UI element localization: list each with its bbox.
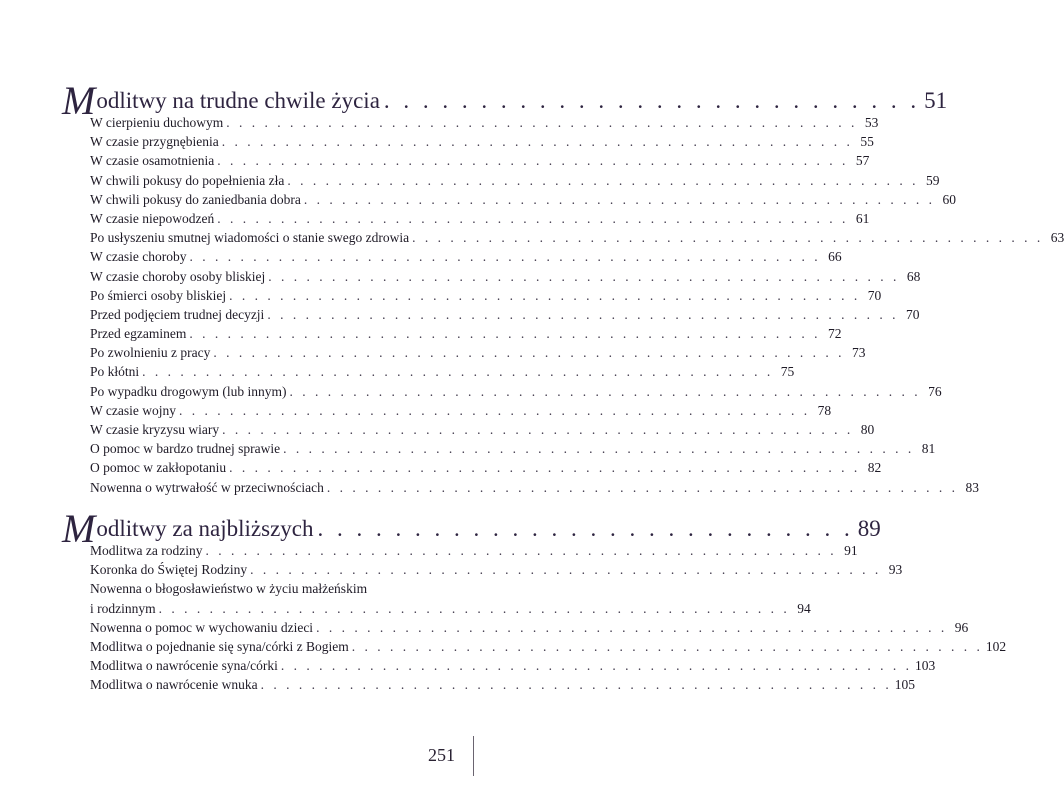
dot-leader: . . . . . . . . . . . . . . . . . . . . . . . . . . . . xyxy=(317,516,854,541)
entry-label: O pomoc w bardzo trudnej sprawie xyxy=(90,441,281,457)
entry-page: 63 xyxy=(1050,230,1064,246)
entry-page: 105 xyxy=(894,677,915,693)
entry-label: W chwili pokusy do zaniedbania dobra xyxy=(90,191,301,207)
toc-entry[interactable] xyxy=(90,382,942,401)
dot-leader: . . . . . . . . . . . . . . . . . . . . . . . . . . . . . . . . . . . . . . . . . . . . . . . . . . xyxy=(268,268,900,284)
entry-page: 72 xyxy=(827,326,842,342)
entry-label: W czasie przygnębienia xyxy=(90,134,219,150)
entry-page: 102 xyxy=(985,638,1007,654)
dot-leader: . . . . . . . . . . . . . . . . . . . . . . . . . . . . . . . . . . . . . . . . . . . . . . . . . . xyxy=(250,562,882,578)
dot-leader: . . . . . . . . . . . . . . . . . . . . . . . . . . . . . . . . . . . . . . . . . . . . . . . . . . xyxy=(412,230,1044,246)
entry-page: 70 xyxy=(867,287,882,303)
section-page: 89 xyxy=(857,516,881,541)
toc-entry[interactable] xyxy=(90,171,940,190)
section-title: odlitwy na trudne chwile życia xyxy=(96,88,380,113)
entry-label: Po kłótni xyxy=(90,364,140,380)
entry-page: 76 xyxy=(928,383,942,399)
toc-entry[interactable] xyxy=(90,343,866,362)
dot-leader: . . . . . . . . . . . . . . . . . . . . . . . . . . . . . . . . . . . . . . . . . . . . . . . . . . xyxy=(217,153,849,169)
entry-label: W czasie niepowodzeń xyxy=(90,210,215,226)
entry-page: 82 xyxy=(867,460,882,476)
entry-label: O pomoc w zakłopotaniu xyxy=(90,460,227,476)
dot-leader: . . . . . . . . . . . . . . . . . . . . . . . . . . . . . . . . . . . . . . . . . . . . . . . . . . xyxy=(226,115,858,130)
entry-page: 61 xyxy=(855,210,870,226)
entry-page: 55 xyxy=(860,134,874,150)
entry-page: 75 xyxy=(780,364,795,380)
entry-page: 80 xyxy=(860,422,875,437)
entry-list xyxy=(90,541,1007,695)
entry-label: Modlitwa o nawrócenie syna/córki xyxy=(90,658,278,674)
entry-label: Koronka do Świętej Rodziny xyxy=(90,562,248,578)
entry-label: W czasie kryzysu wiary xyxy=(90,422,220,437)
toc-entry[interactable] xyxy=(90,478,980,497)
toc-entry[interactable] xyxy=(90,599,811,618)
entry-label: W czasie choroby xyxy=(90,249,187,265)
toc-entry[interactable] xyxy=(90,151,870,170)
entry-page: 96 xyxy=(954,619,969,635)
page-number: 251 xyxy=(428,745,455,765)
toc-entry[interactable] xyxy=(90,324,842,343)
dot-leader: . . . . . . . . . . . . . . . . . . . . . . . . . . . . . . . . . . . . . . . . . . . . . . . . . . xyxy=(178,402,811,418)
toc-entry[interactable] xyxy=(90,286,882,305)
dot-leader: . . . . . . . . . . . . . . . . . . . . . . . . . . . . . . . . . . . . . . . . . . . . . . . . . . xyxy=(351,638,983,654)
dot-leader: . . . . . . . . . . . . . . . . . . . . . . . . . . . . . . . . . . . . . . . . . . . . . . . . . . xyxy=(217,210,849,226)
toc-entry[interactable] xyxy=(90,675,915,694)
toc-entry[interactable] xyxy=(90,267,921,286)
dot-leader: . . . . . . . . . . . . . . . . . . . . . . . . . . . . . . . . . . . . . . . . . . . . . . . . . . xyxy=(222,422,854,437)
dot-leader: . . . . . . . . . . . . . . . . . . . . . . . . . . . . xyxy=(383,88,921,113)
dot-leader: . . . . . . . . . . . . . . . . . . . . . . . . . . . . . . . . . . . . . . . . . . . . . . . . . . xyxy=(287,172,919,188)
toc-entry[interactable] xyxy=(90,458,882,477)
section-title: odlitwy za najbliższych xyxy=(96,516,314,541)
dot-leader: . . . . . . . . . . . . . . . . . . . . . . . . . . . . . . . . . . . . . . . . . . . . . . . . . . xyxy=(189,249,821,265)
section-page: 51 xyxy=(924,88,948,113)
dot-leader: . . . . . . . . . . . . . . . . . . . . . . . . . . . . . . . . . . . . . . . . . . . . . . . . . . xyxy=(213,345,845,361)
toc-entry[interactable] xyxy=(90,420,875,439)
entry-page: 59 xyxy=(925,172,940,188)
entry-label: Nowenna o pomoc w wychowaniu dzieci xyxy=(90,619,314,635)
entry-label: Modlitwa o nawrócenie wnuka xyxy=(90,677,258,693)
entry-page: 57 xyxy=(855,153,870,169)
section-initial: M xyxy=(62,506,96,551)
entry-label: W czasie wojny xyxy=(90,402,176,418)
toc-entry[interactable] xyxy=(90,113,879,132)
dot-leader: . . . . . . . . . . . . . . . . . . . . . . . . . . . . . . . . . . . . . . . . . . . . . . . . . . xyxy=(142,364,774,380)
toc-entry[interactable] xyxy=(90,132,874,151)
entry-page: 68 xyxy=(906,268,921,284)
entry-page: 93 xyxy=(888,562,903,578)
entry-page: 103 xyxy=(914,658,936,674)
section-initial: M xyxy=(62,78,96,123)
entry-label: Po śmierci osoby bliskiej xyxy=(90,287,227,303)
entry-page: 78 xyxy=(817,402,832,418)
dot-leader: . . . . . . . . . . . . . . . . . . . . . . . . . . . . . . . . . . . . . . . . . . . . . . . . . . xyxy=(229,287,861,303)
toc-entry[interactable] xyxy=(90,247,842,266)
toc-entry[interactable] xyxy=(90,401,832,420)
dot-leader: . . . . . . . . . . . . . . . . . . . . . . . . . . . . . . . . . . . . . . . . . . . . . . . . . . xyxy=(316,619,948,635)
entry-label: Po usłyszeniu smutnej wiadomości o stanie swego zdrowia xyxy=(90,230,410,246)
entry-page: 83 xyxy=(965,479,980,495)
toc-entry[interactable] xyxy=(90,541,858,560)
entry-page: 94 xyxy=(797,600,811,616)
entry-label: W cierpieniu duchowym xyxy=(90,115,224,130)
entry-label: Modlitwa za rodziny xyxy=(90,543,203,558)
entry-label: Po zwolnieniu z pracy xyxy=(90,345,211,361)
dot-leader: . . . . . . . . . . . . . . . . . . . . . . . . . . . . . . . . . . . . . . . . . . . . . . . . . . xyxy=(189,326,821,342)
dot-leader: . . . . . . . . . . . . . . . . . . . . . . . . . . . . . . . . . . . . . . . . . . . . . . . . . . xyxy=(280,658,912,674)
entry-label: Przed podjęciem trudnej decyzji xyxy=(90,306,265,322)
toc-entry[interactable] xyxy=(90,656,936,675)
dot-leader: . . . . . . . . . . . . . . . . . . . . . . . . . . . . . . . . . . . . . . . . . . . . . . . . . . xyxy=(221,134,853,150)
entry-label: W chwili pokusy do popełnienia zła xyxy=(90,172,285,188)
toc-entry[interactable] xyxy=(90,228,1064,247)
toc-entry-first-line[interactable]: Nowenna o błogosławieństwo w życiu małżeńskim xyxy=(90,581,368,597)
entry-label: i rodzinnym xyxy=(90,600,156,616)
dot-leader: . . . . . . . . . . . . . . . . . . . . . . . . . . . . . . . . . . . . . . . . . . . . . . . . . . xyxy=(158,600,790,616)
toc-entry[interactable] xyxy=(90,637,1007,656)
dot-leader: . . . . . . . . . . . . . . . . . . . . . . . . . . . . . . . . . . . . . . . . . . . . . . . . . . xyxy=(289,383,921,399)
entry-label: W czasie choroby osoby bliskiej xyxy=(90,268,266,284)
dot-leader: . . . . . . . . . . . . . . . . . . . . . . . . . . . . . . . . . . . . . . . . . . . . . . . . . . xyxy=(229,460,861,476)
entry-label: Po wypadku drogowym (lub innym) xyxy=(90,383,287,399)
toc-entry[interactable] xyxy=(90,209,870,228)
entry-page: 66 xyxy=(828,249,842,265)
page-rule xyxy=(473,736,474,776)
toc-entry[interactable] xyxy=(90,439,936,458)
dot-leader: . . . . . . . . . . . . . . . . . . . . . . . . . . . . . . . . . . . . . . . . . . . . . . . . . . xyxy=(260,677,892,693)
entry-label: W czasie osamotnienia xyxy=(90,153,215,169)
toc-entry[interactable] xyxy=(90,305,920,324)
entry-page: 60 xyxy=(942,191,956,207)
toc-entry[interactable] xyxy=(90,618,969,637)
toc-entry[interactable] xyxy=(90,560,903,579)
entry-label: Modlitwa o pojednanie się syna/córki z Bogiem xyxy=(90,638,349,654)
toc-entry[interactable] xyxy=(90,190,956,209)
dot-leader: . . . . . . . . . . . . . . . . . . . . . . . . . . . . . . . . . . . . . . . . . . . . . . . . . . xyxy=(267,306,899,322)
entry-page: 70 xyxy=(905,306,920,322)
entry-page: 91 xyxy=(844,543,858,558)
entry-label: Nowenna o wytrwałość w przeciwnościach xyxy=(90,479,324,495)
dot-leader: . . . . . . . . . . . . . . . . . . . . . . . . . . . . . . . . . . . . . . . . . . . . . . . . . . xyxy=(303,191,935,207)
dot-leader: . . . . . . . . . . . . . . . . . . . . . . . . . . . . . . . . . . . . . . . . . . . . . . . . . . xyxy=(326,479,959,495)
entry-page: 73 xyxy=(851,345,866,361)
entry-list xyxy=(90,113,1064,497)
dot-leader: . . . . . . . . . . . . . . . . . . . . . . . . . . . . . . . . . . . . . . . . . . . . . . . . . . xyxy=(283,441,915,457)
entry-label: Przed egzaminem xyxy=(90,326,187,342)
toc-entry[interactable] xyxy=(90,362,795,381)
dot-leader: . . . . . . . . . . . . . . . . . . . . . . . . . . . . . . . . . . . . . . . . . . . . . . . . . . xyxy=(205,543,837,558)
entry-page: 53 xyxy=(864,115,879,130)
entry-page: 81 xyxy=(921,441,936,457)
